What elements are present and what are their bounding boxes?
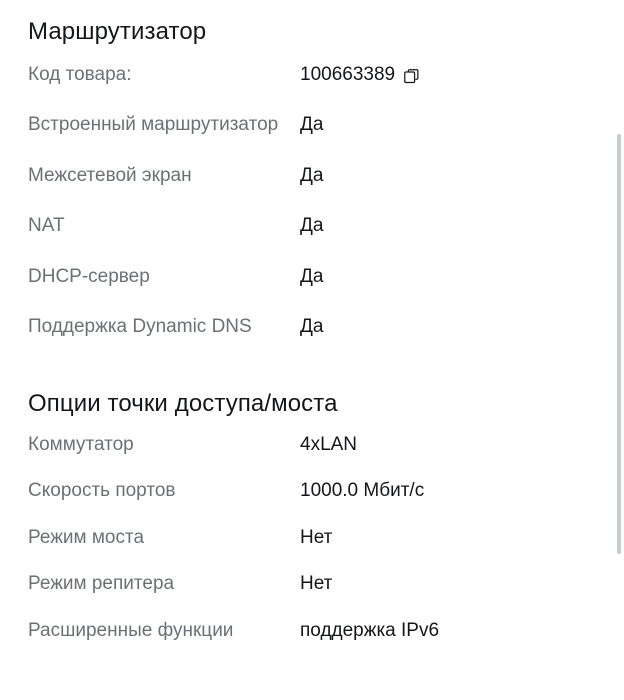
table-row [28,570,600,617]
table-row [28,313,600,364]
spec-label: Скорость портов [28,480,176,502]
table-row [28,212,600,263]
table-row [28,524,600,571]
spec-table-router [28,61,600,364]
product-code-text: 100663389 [300,63,396,85]
spec-value: Нет [300,526,333,548]
spec-label: Режим репитера [28,573,175,595]
spec-label: Встроенный маршрутизатор [28,114,279,136]
spec-label: NAT [28,215,65,237]
spec-value: Да [300,215,324,237]
product-code-value-group [300,61,419,90]
spec-label: Режим моста [28,526,145,548]
spec-value: Да [300,114,324,136]
table-row [28,263,600,314]
spec-label: DHCP-сервер [28,265,150,287]
table-row [28,431,600,478]
spec-table-access-point [28,431,600,664]
table-row [28,617,600,664]
spec-value: Да [300,316,324,338]
spec-value [300,61,600,112]
spec-label: Расширенные функции [28,619,234,641]
spec-value: Да [300,164,324,186]
spec-value: Да [300,265,324,287]
spec-value: Нет [300,573,333,595]
spec-value: 4xLAN [300,433,358,455]
table-row [28,61,600,112]
section-title-access-point: Опции точки доступа/моста [28,389,338,417]
spec-label: Поддержка Dynamic DNS [28,316,252,338]
spec-value: 1000.0 Мбит/с [300,480,425,502]
vertical-scrollbar[interactable] [617,134,621,554]
table-row [28,162,600,213]
spec-label: Коммутатор [28,433,134,455]
section-title-router: Маршрутизатор [28,18,207,45]
copy-icon[interactable] [404,69,419,84]
table-row [28,477,600,524]
table-row [28,111,600,162]
spec-label: Межсетевой экран [28,164,192,186]
spec-value: поддержка IPv6 [300,619,440,641]
spec-label: Код товара: [28,63,132,85]
